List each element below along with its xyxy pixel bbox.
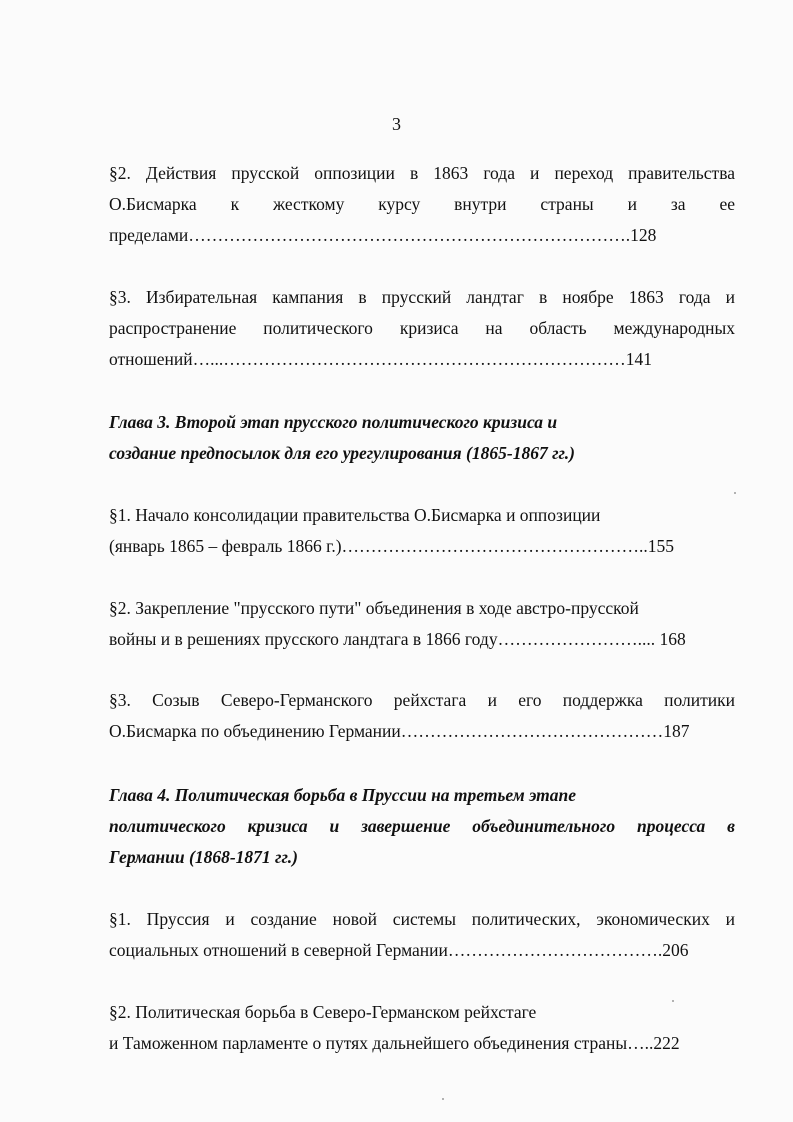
- chapter-4-heading: [109, 780, 735, 873]
- toc-entry-line: войны и в решениях прусского ландтага в 1866 году…………………….... 168: [109, 629, 686, 649]
- toc-entry-line: отношений…...……………………………………………………………141: [109, 349, 652, 369]
- toc-entry-line: §2. Действия прусской оппозиции в 1863 года и переход правительства: [109, 163, 735, 183]
- toc-entry-line: §3. Созыв Северо-Германского рейхстага и его поддержка политики: [109, 690, 735, 710]
- toc-entry-line: О.Бисмарка по объединению Германии………………………………………187: [109, 721, 690, 741]
- toc-entry-line: социальных отношений в северной Германии……………………………….206: [109, 940, 689, 960]
- chapter-heading-line: Глава 3. Второй этап прусского политического кризиса и: [109, 412, 558, 432]
- chapter-heading-line: Германии (1868-1871 гг.): [109, 847, 298, 867]
- scan-speck: [734, 492, 736, 494]
- toc-entry-line: распространение политического кризиса на область международных: [109, 318, 735, 338]
- toc-entry-ch2-s3: [109, 282, 735, 375]
- toc-entry-ch4-s1: [109, 904, 735, 966]
- chapter-heading-line: политического кризиса и завершение объединительного процесса в: [109, 816, 735, 836]
- toc-entry-ch4-s2: [109, 997, 735, 1059]
- toc-entry-line: §2. Закрепление "прусского пути" объединения в ходе австро-прусской: [109, 598, 639, 618]
- scan-speck: [442, 1098, 444, 1100]
- chapter-heading-line: создание предпосылок для его урегулирования (1865-1867 гг.): [109, 443, 575, 463]
- toc-entry-line: О.Бисмарка к жесткому курсу внутри страны и за ее: [109, 194, 735, 214]
- toc-entry-line: §3. Избирательная кампания в прусский ландтаг в ноябре 1863 года и: [109, 287, 735, 307]
- toc-entry-line: и Таможенном парламенте о путях дальнейшего объединения страны…..222: [109, 1033, 680, 1053]
- toc-entry-line: §1. Пруссия и создание новой системы политических, экономических и: [109, 909, 735, 929]
- chapter-3-heading: [109, 407, 735, 469]
- toc-entry-ch3-s2: [109, 593, 735, 655]
- chapter-heading-line: Глава 4. Политическая борьба в Пруссии на третьем этапе: [109, 785, 577, 805]
- page-number: 3: [392, 114, 401, 134]
- toc-entry-line: §2. Политическая борьба в Северо-Германском рейхстаге: [109, 1002, 537, 1022]
- scan-speck: [672, 1000, 674, 1002]
- toc-entry-line: пределами………………………………………………………………….128: [109, 225, 657, 245]
- toc-entry-line: §1. Начало консолидации правительства О.Бисмарка и оппозиции: [109, 505, 601, 525]
- toc-entry-ch3-s3: [109, 685, 735, 747]
- toc-entry-line: (январь 1865 – февраль 1866 г.)……………………………………………..155: [109, 536, 675, 556]
- toc-entry-ch2-s2: [109, 158, 735, 251]
- toc-entry-ch3-s1: [109, 500, 735, 562]
